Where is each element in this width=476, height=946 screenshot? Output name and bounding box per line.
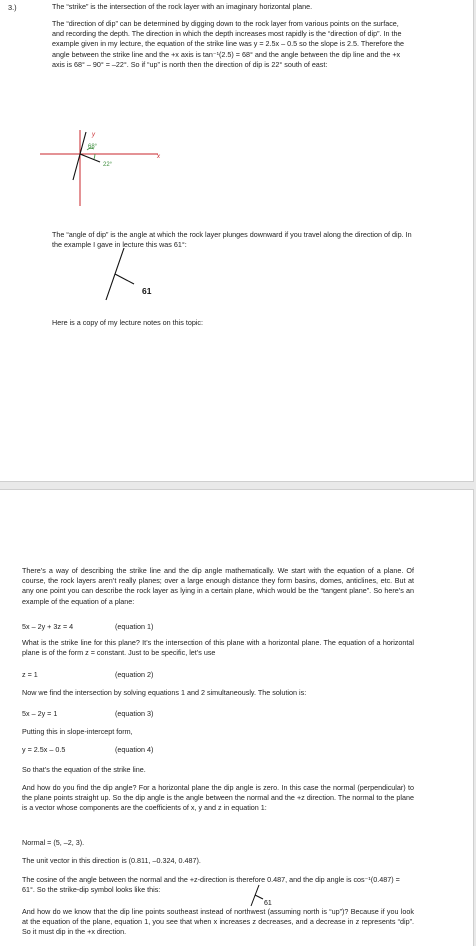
plane-intro-paragraph: There’s a way of describing the strike line and the dip angle mathematically. We start with the equation of a plane. Of course, the rock layers aren’t really planes; over a large enough distance they form basins, domes, anticlines, etc. But at any one point you can describe the rock layer as lying in a certain plane, which would be the “tangent plane”. So here’s an example of the equation of a plane: (22, 566, 414, 606)
slope-intercept-text: Putting this in slope-intercept form, (22, 727, 133, 736)
equation-1-text: 5x – 2y + 3z = 4 (22, 622, 74, 631)
equation-2 (22, 670, 154, 680)
southeast-paragraph: And how do we know that the dip line points southeast instead of northwest (assuming north is “up”)? Because if you look at the equation of the plane, equation 1, you see that when x increases z decreases, and a decrease in z represents “dip”. So it must dip in the +x direction. (22, 907, 414, 937)
equation-2-text: z = 1 (22, 670, 38, 679)
equation-4-text: y = 2.5x – 0.5 (22, 745, 66, 754)
angle-arc-22 (94, 154, 95, 159)
strike-question: What is the strike line for this plane? It’s the intersection of this plane with a horizontal plane. The equation of a horizontal plane is of the form z = constant. Just to be specific, let’s use (22, 638, 414, 658)
equation-3 (22, 709, 154, 719)
unit-vector: The unit vector in this direction is (0.811, –0.324, 0.487). (22, 856, 201, 865)
angle-22-label: 22° (103, 162, 113, 168)
strike-equation-text: So that’s the equation of the strike line. (22, 765, 146, 774)
dip-angle-paragraph: And how do you find the dip angle? For a horizontal plane the dip angle is zero. In this case the normal (perpendicular) to the plane points straight up. So the dip angle is the angle between the normal and the +z direction. The normal to the plane is a vector whose components are the coefficients of x, y and z in equation 1: (22, 783, 414, 813)
equation-2-tag: (equation 2) (115, 670, 154, 679)
angle-68-label: 68° (88, 144, 98, 150)
equation-1-tag: (equation 1) (115, 622, 154, 631)
lecture-notes-intro: Here is a copy of my lecture notes on this topic: (52, 318, 204, 327)
x-axis-label: x (157, 154, 160, 160)
dip-61-symbol (100, 244, 170, 304)
equation-3-tag: (equation 3) (115, 709, 154, 718)
equation-3-text: 5x – 2y = 1 (22, 709, 58, 718)
cosine-paragraph: The cosine of the angle between the normal and the +z-direction is therefore 0.487, and the dip angle is cos⁻¹(0.487) = 61°. So the strike-dip symbol looks like this: (22, 875, 400, 895)
dip-61-label: 61 (142, 286, 152, 296)
dip-tick (255, 895, 263, 899)
equation-4-tag: (equation 4) (115, 745, 154, 754)
dip-direction-paragraph: The “direction of dip” can be determined by digging down to the rock layer from various points on the surface, and recording the depth. The direction in which the depth increases most rapidly is the “direction of dip”. In the example given in my lecture, the equation of the strike line was y = 2.5x – 0.5 so the slope is 2.5. Therefore the angle between the strike line and the +x axis is tan⁻¹(2.5) = 68° and the angle between the dip line and the +x axis is 68° – 90° = –22°. So if “up” is north then the direction of dip is 22° south of east: (52, 19, 405, 69)
dip-tick (115, 274, 134, 284)
symbol-61-label: 61 (264, 900, 272, 907)
strike-definition: The “strike” is the intersection of the rock layer with an imaginary horizontal plane. (52, 2, 313, 11)
equation-4 (22, 745, 154, 755)
y-axis-label: y (92, 132, 95, 138)
problem-number: 3.) (8, 3, 17, 12)
solve-text: Now we find the intersection by solving equations 1 and 2 simultaneously. The solution is: (22, 688, 307, 697)
strike-dip-diagram (40, 128, 170, 208)
normal-vector: Normal = (5, –2, 3). (22, 838, 85, 847)
angle-of-dip-paragraph: The “angle of dip” is the angle at which the rock layer plunges downward if you travel along the direction of dip. In the example I gave in lecture this was 61°: (52, 230, 412, 250)
strike-dip-symbol (248, 884, 278, 908)
dip-tick (80, 154, 100, 162)
equation-1 (22, 622, 154, 632)
